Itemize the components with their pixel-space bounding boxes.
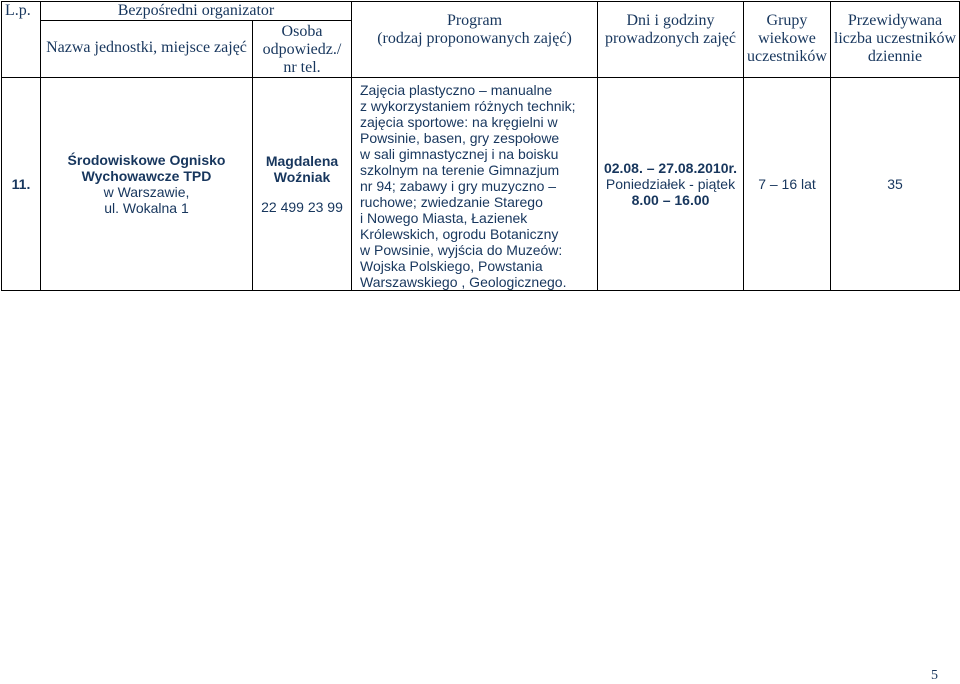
age-group-cell: 7 – 16 lat <box>744 78 831 291</box>
unit-address-line: w Warszawie, <box>103 184 190 200</box>
program-table <box>1 1 960 291</box>
expected-count-cell: 35 <box>831 78 960 291</box>
unit-name-line: Środowiskowe Ognisko <box>67 152 226 168</box>
program-description: Zajęcia plastyczno – manualne z wykorzystaniem różnych technik; zajęcia sportowe: na kręgielni w Powsinie, basen, gry zespołowe w sali gimnastycznej i na boisku szkolnym na terenie Gimnazjum nr 94; zabawy i gry muzyczno – ruchowe; zwiedzanie Starego i Nowego Miasta, Łazienek Królewskich, ogrodu Botaniczny w Powsinie, wyjścia do Muzeów: Wojska Polskiego, Powstania Warszawskiego , Geologicznego. <box>352 78 598 291</box>
header-lp: L.p. <box>2 2 41 78</box>
header-expected-participants: Przewidywana liczba uczestników dziennie <box>831 2 960 78</box>
schedule-cell <box>598 78 744 291</box>
schedule-dates: 02.08. – 27.08.2010r. <box>603 160 738 176</box>
person-name: Magdalena <box>265 153 339 169</box>
page-number: 5 <box>931 668 938 683</box>
header-program: Program (rodzaj proponowanych zajęć) <box>352 2 598 78</box>
schedule-hours: 8.00 – 16.00 <box>631 192 710 208</box>
header-unit-name: Nazwa jednostki, miejsce zajęć <box>41 21 253 78</box>
header-age-groups: Grupy wiekowe uczestników <box>744 2 831 78</box>
person-name: Woźniak <box>273 169 331 185</box>
row-number: 11. <box>2 78 41 291</box>
unit-name-line: Wychowawcze TPD <box>81 168 212 184</box>
header-days-hours: Dni i godziny prowadzonych zajęć <box>598 2 744 78</box>
unit-cell <box>41 78 253 291</box>
person-cell <box>253 78 352 291</box>
person-phone: 22 499 23 99 <box>261 199 343 215</box>
header-responsible-person: Osoba odpowiedz./ nr tel. <box>253 21 352 78</box>
unit-address-line: ul. Wokalna 1 <box>104 200 189 216</box>
header-organizer: Bezpośredni organizator <box>41 2 352 21</box>
schedule-weekdays: Poniedziałek - piątek <box>605 176 736 192</box>
